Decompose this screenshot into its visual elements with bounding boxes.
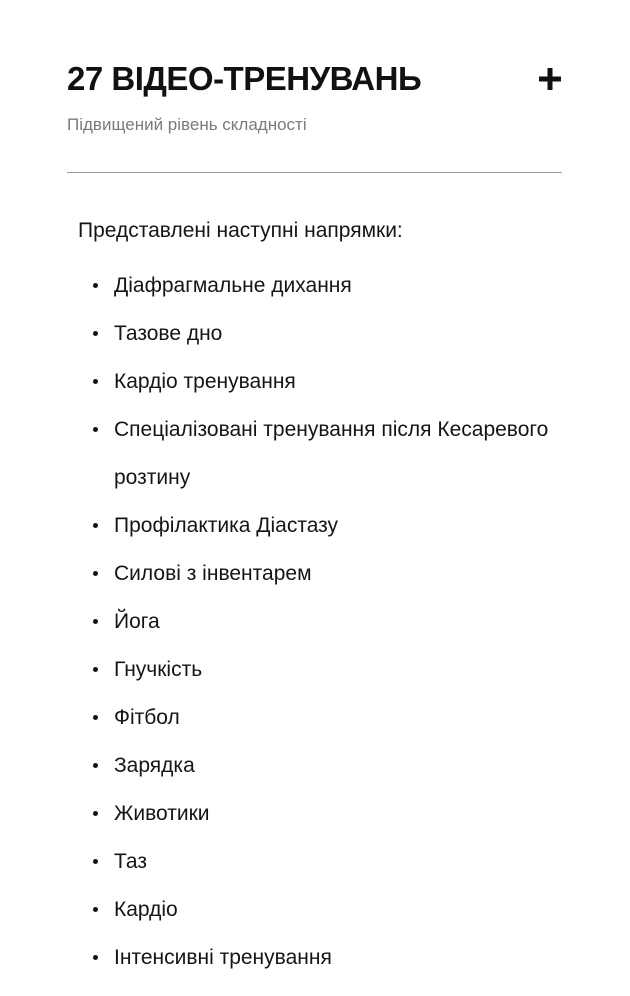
plus-icon — [538, 67, 562, 91]
bullet-icon — [93, 331, 98, 336]
bullet-icon — [93, 763, 98, 768]
accordion-header[interactable] — [67, 58, 563, 136]
list-item-label: Зарядка — [114, 754, 195, 777]
bullet-icon — [93, 571, 98, 576]
bullet-icon — [93, 523, 98, 528]
expand-toggle-button[interactable] — [535, 62, 565, 96]
list-item-label: Силові з інвентарем — [114, 562, 312, 585]
list-item — [78, 886, 578, 934]
bullet-icon — [93, 715, 98, 720]
list-item — [78, 790, 578, 838]
list-item-label: Кардіо — [114, 898, 178, 921]
bullet-icon — [93, 379, 98, 384]
bullet-icon — [93, 859, 98, 864]
list-item — [78, 550, 578, 598]
list-item — [78, 694, 578, 742]
list-item-label: Профілактика Діастазу — [114, 514, 339, 537]
directions-list — [78, 262, 578, 982]
bullet-icon — [93, 811, 98, 816]
bullet-icon — [93, 907, 98, 912]
section-title: 27 ВІДЕО-ТРЕНУВАНЬ — [67, 60, 422, 97]
directions-intro: Представлені наступні напрямки: — [78, 219, 403, 242]
list-item — [78, 310, 578, 358]
divider — [67, 172, 562, 173]
list-item-label: Інтенсивні тренування — [114, 946, 332, 969]
list-item-label: Спеціалізовані тренування після Кесаревого розтину — [114, 418, 549, 489]
list-item-label: Таз — [114, 850, 147, 873]
list-item — [78, 838, 578, 886]
list-item-label: Гнучкість — [114, 658, 203, 681]
bullet-icon — [93, 427, 98, 432]
list-item-label: Тазове дно — [114, 322, 223, 345]
difficulty-subtitle: Підвищений рівень складності — [67, 115, 307, 134]
list-item — [78, 646, 578, 694]
list-item — [78, 262, 578, 310]
list-item-label: Кардіо тренування — [114, 370, 296, 393]
list-item-label: Животики — [114, 802, 210, 825]
bullet-icon — [93, 667, 98, 672]
list-item — [78, 358, 578, 406]
accordion-content — [78, 214, 578, 982]
bullet-icon — [93, 619, 98, 624]
list-item — [78, 742, 578, 790]
list-item — [78, 406, 578, 502]
bullet-icon — [93, 955, 98, 960]
bullet-icon — [93, 283, 98, 288]
list-item — [78, 934, 578, 982]
list-item-label: Фітбол — [114, 706, 180, 729]
list-item-label: Діафрагмальне дихання — [114, 274, 352, 297]
list-item — [78, 598, 578, 646]
list-item-label: Йога — [114, 610, 160, 633]
list-item — [78, 502, 578, 550]
